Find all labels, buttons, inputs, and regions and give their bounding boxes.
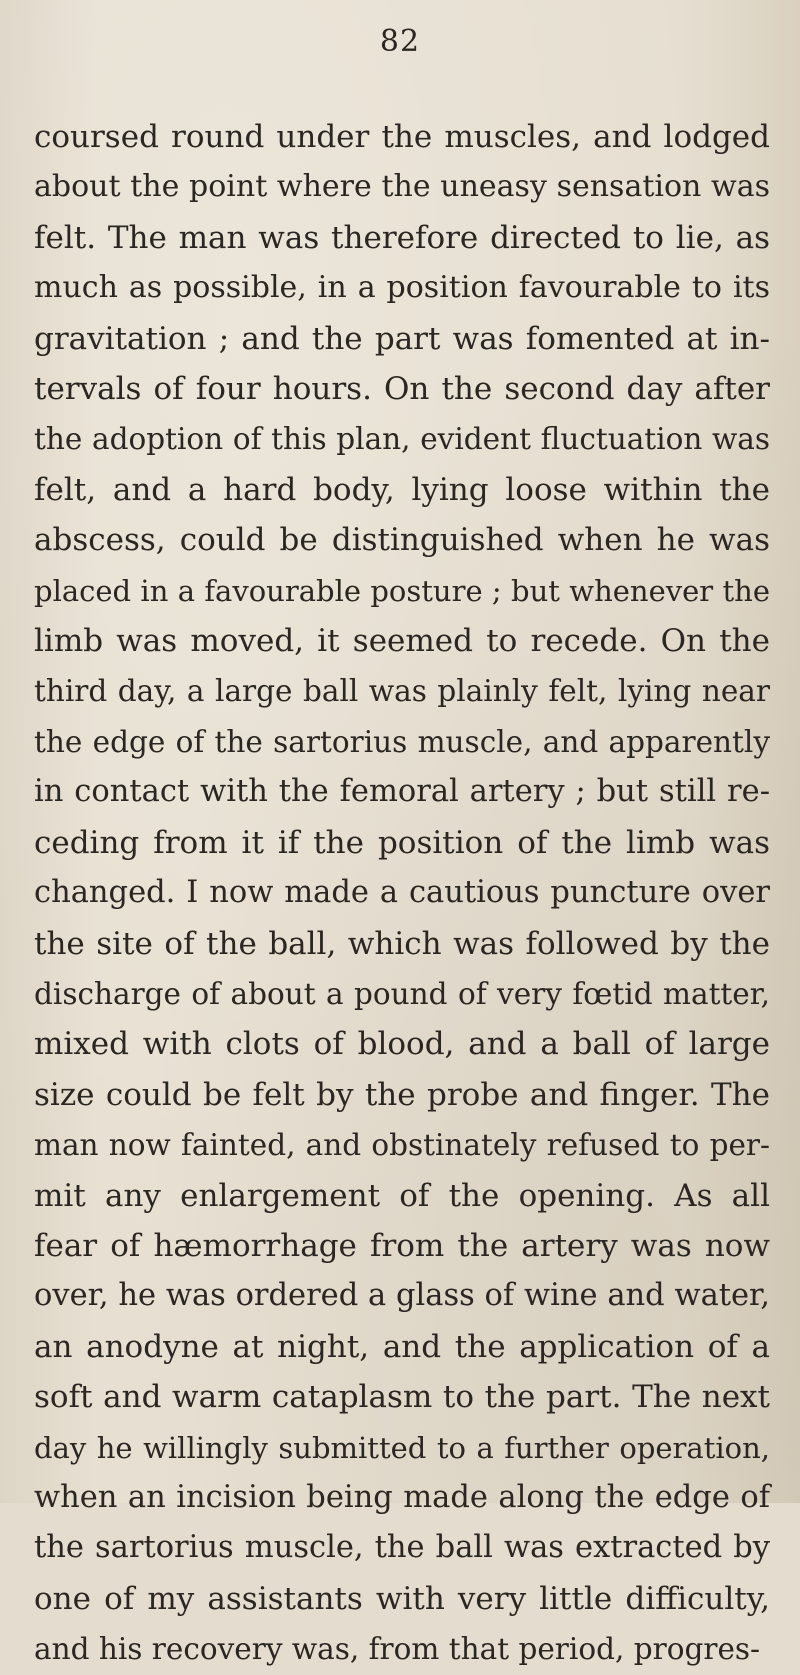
text-line: fear of hæmorrhage from the artery was now <box>34 1227 770 1264</box>
text-line: an anodyne at night, and the application of a <box>34 1328 770 1365</box>
text-line: felt. The man was therefore directed to lie, as <box>34 219 770 256</box>
text-line: the edge of the sartorius muscle, and apparently <box>34 724 770 759</box>
text-line: placed in a favourable posture ; but whenever the <box>34 573 770 608</box>
text-line: mit any enlargement of the opening. As all <box>34 1177 770 1214</box>
text-line: size could be felt by the probe and finger. The <box>34 1076 770 1113</box>
body-text <box>34 112 770 1675</box>
text-line: felt, and a hard body, lying loose within the <box>34 471 770 508</box>
text-line: limb was moved, it seemed to recede. On the <box>34 623 770 660</box>
text-line: tervals of four hours. On the second day after <box>34 371 770 408</box>
page-number: 82 <box>379 24 421 59</box>
text-line: over, he was ordered a glass of wine and water, <box>34 1278 770 1314</box>
text-line: mixed with clots of blood, and a ball of large <box>34 1026 770 1063</box>
text-line: when an incision being made along the edge of <box>34 1479 770 1515</box>
text-line: gravitation ; and the part was fomented at in- <box>34 320 770 357</box>
text-line: man now fainted, and obstinately refused to per- <box>34 1128 770 1163</box>
text-line: day he willingly submitted to a further operation, <box>34 1430 770 1465</box>
text-line: one of my assistants with very little difficulty, <box>34 1580 770 1617</box>
text-line: ceding from it if the position of the limb was <box>34 824 770 861</box>
text-line: discharge of about a pound of very fœtid matter, <box>34 976 770 1011</box>
text-line: much as possible, in a position favourable to its <box>34 270 770 306</box>
text-line: in contact with the femoral artery ; but still re- <box>34 774 770 810</box>
text-line: about the point where the uneasy sensation was <box>34 169 770 205</box>
text-line: the sartorius muscle, the ball was extracted by <box>34 1530 770 1566</box>
text-line: third day, a large ball was plainly felt, lying near <box>34 674 770 709</box>
text-line: abscess, could be distinguished when he was <box>34 522 770 559</box>
text-line: coursed round under the muscles, and lodged <box>34 119 770 155</box>
text-line: changed. I now made a cautious puncture over <box>34 875 770 911</box>
text-line: the site of the ball, which was followed by the <box>34 925 770 962</box>
text-line: soft and warm cataplasm to the part. The next <box>34 1379 770 1416</box>
text-line: and his recovery was, from that period, progres- <box>34 1632 761 1667</box>
text-line: the adoption of this plan, evident fluctuation was <box>34 422 770 457</box>
